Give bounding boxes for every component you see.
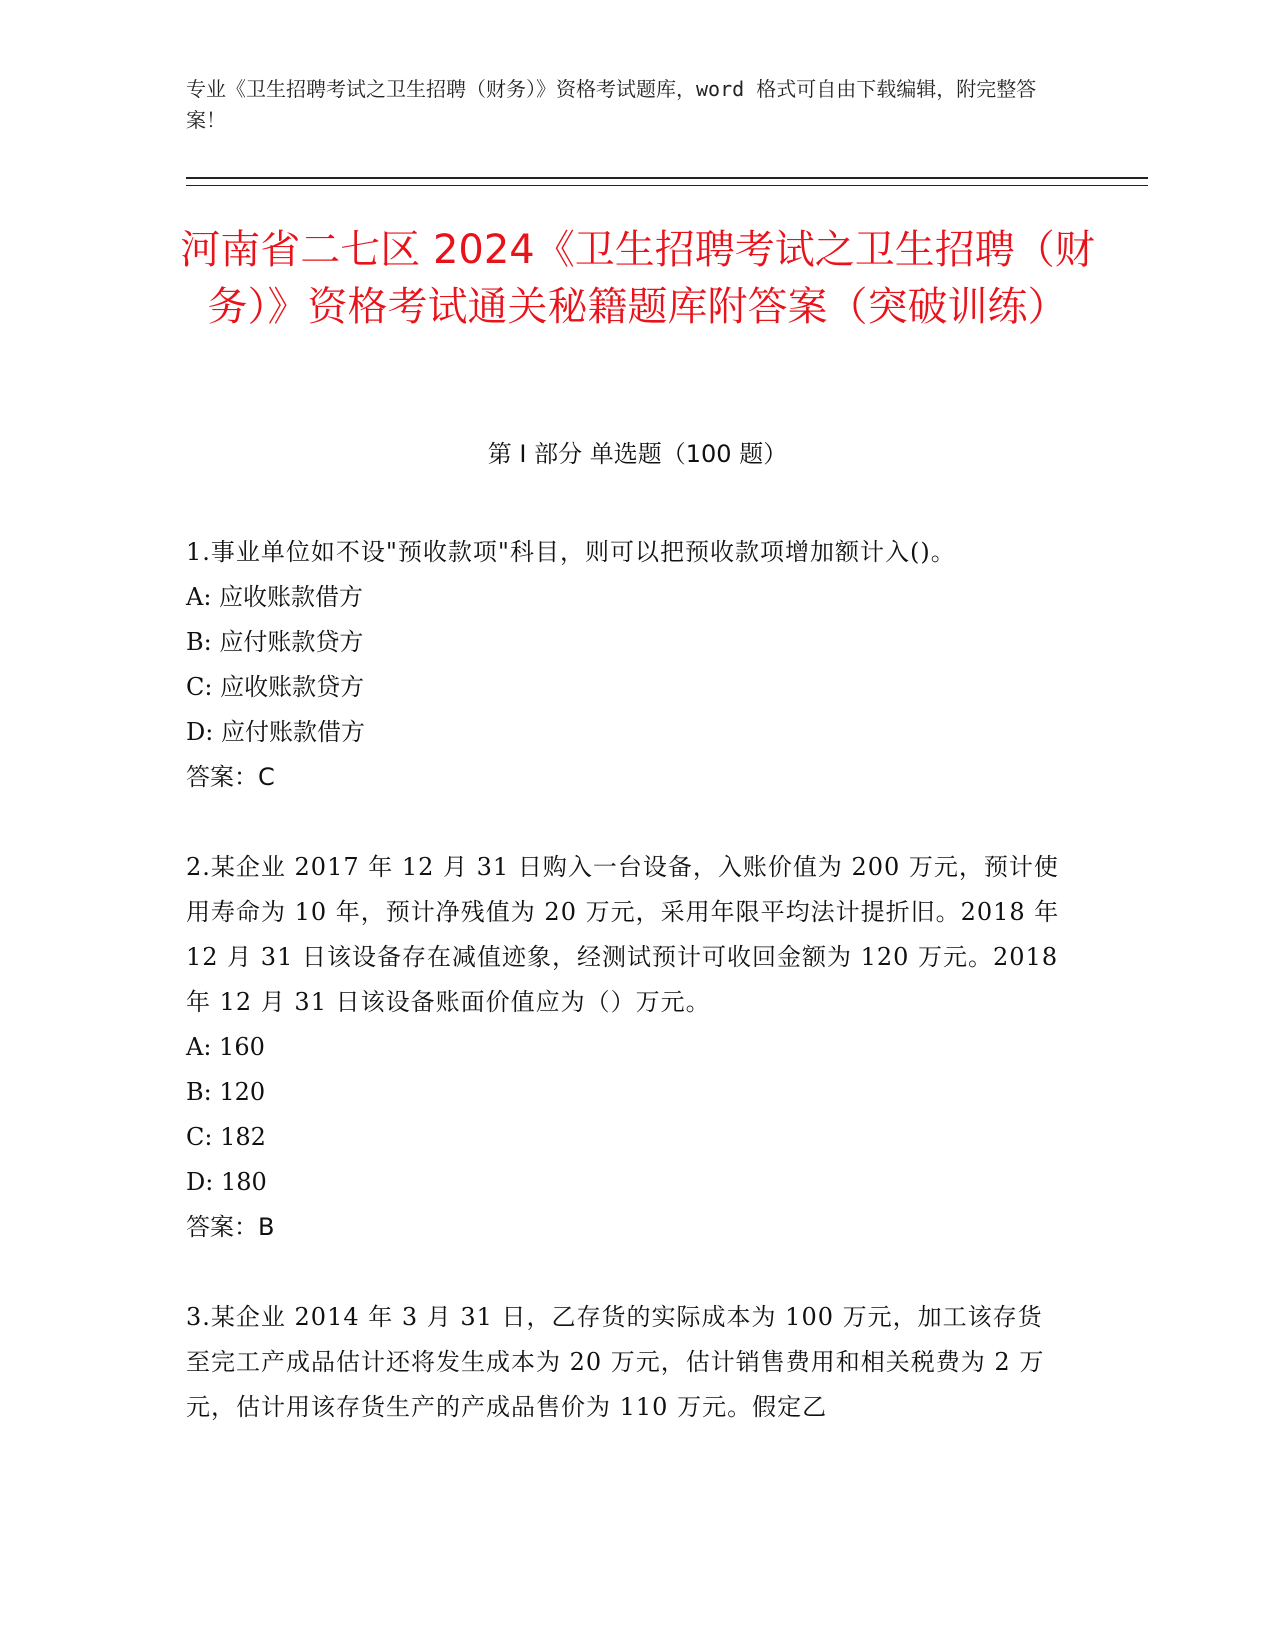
header-divider-thick xyxy=(186,177,1148,179)
option-a: A: 160 xyxy=(186,1033,265,1061)
question-stem: 2.某企业 2017 年 12 月 31 日购入一台设备，入账价值为 200 万元，预计使用寿命为 10 年，预计净残值为 20 万元，采用年限平均法计提折旧。2018 年 12 月 31 日该设备存在减值迹象，经测试预计可收回金额为 120 万元。2018 年 12 月 31 日该设备账面价值应为（）万元。 xyxy=(186,853,1060,1016)
answer-line: 答案：B xyxy=(186,1213,275,1241)
question-item xyxy=(186,845,1066,1250)
option-b: B: 应付账款贷方 xyxy=(186,628,364,656)
option-c: C: 应收账款贷方 xyxy=(186,673,365,701)
option-b: B: 120 xyxy=(186,1078,266,1106)
document-title: 河南省二七区 2024《卫生招聘考试之卫生招聘（财务）》资格考试通关秘籍题库附答案（突破训练） xyxy=(180,227,1095,330)
question-stem: 3.某企业 2014 年 3 月 31 日，乙存货的实际成本为 100 万元，加工该存货至完工产成品估计还将发生成本为 20 万元，估计销售费用和相关税费为 2 万元，估计用该存货生产的产成品售价为 110 万元。假定乙 xyxy=(186,1303,1045,1421)
header-divider-thin xyxy=(186,185,1148,186)
option-a: A: 应收账款借方 xyxy=(186,583,364,611)
option-d: D: 应付账款借方 xyxy=(186,718,365,746)
section-title: 第 I 部分 单选题（100 题） xyxy=(487,440,788,468)
option-d: D: 180 xyxy=(186,1168,267,1196)
question-item xyxy=(186,530,1066,800)
question-item xyxy=(186,1295,1066,1430)
answer-line: 答案：C xyxy=(186,763,275,791)
question-stem: 1.事业单位如不设"预收款项"科目，则可以把预收款项增加额计入()。 xyxy=(186,538,956,566)
question-list xyxy=(186,530,1066,1475)
header-note: 专业《卫生招聘考试之卫生招聘（财务）》资格考试题库，word 格式可自由下载编辑，附完整答案！ xyxy=(186,77,1037,132)
option-c: C: 182 xyxy=(186,1123,266,1151)
